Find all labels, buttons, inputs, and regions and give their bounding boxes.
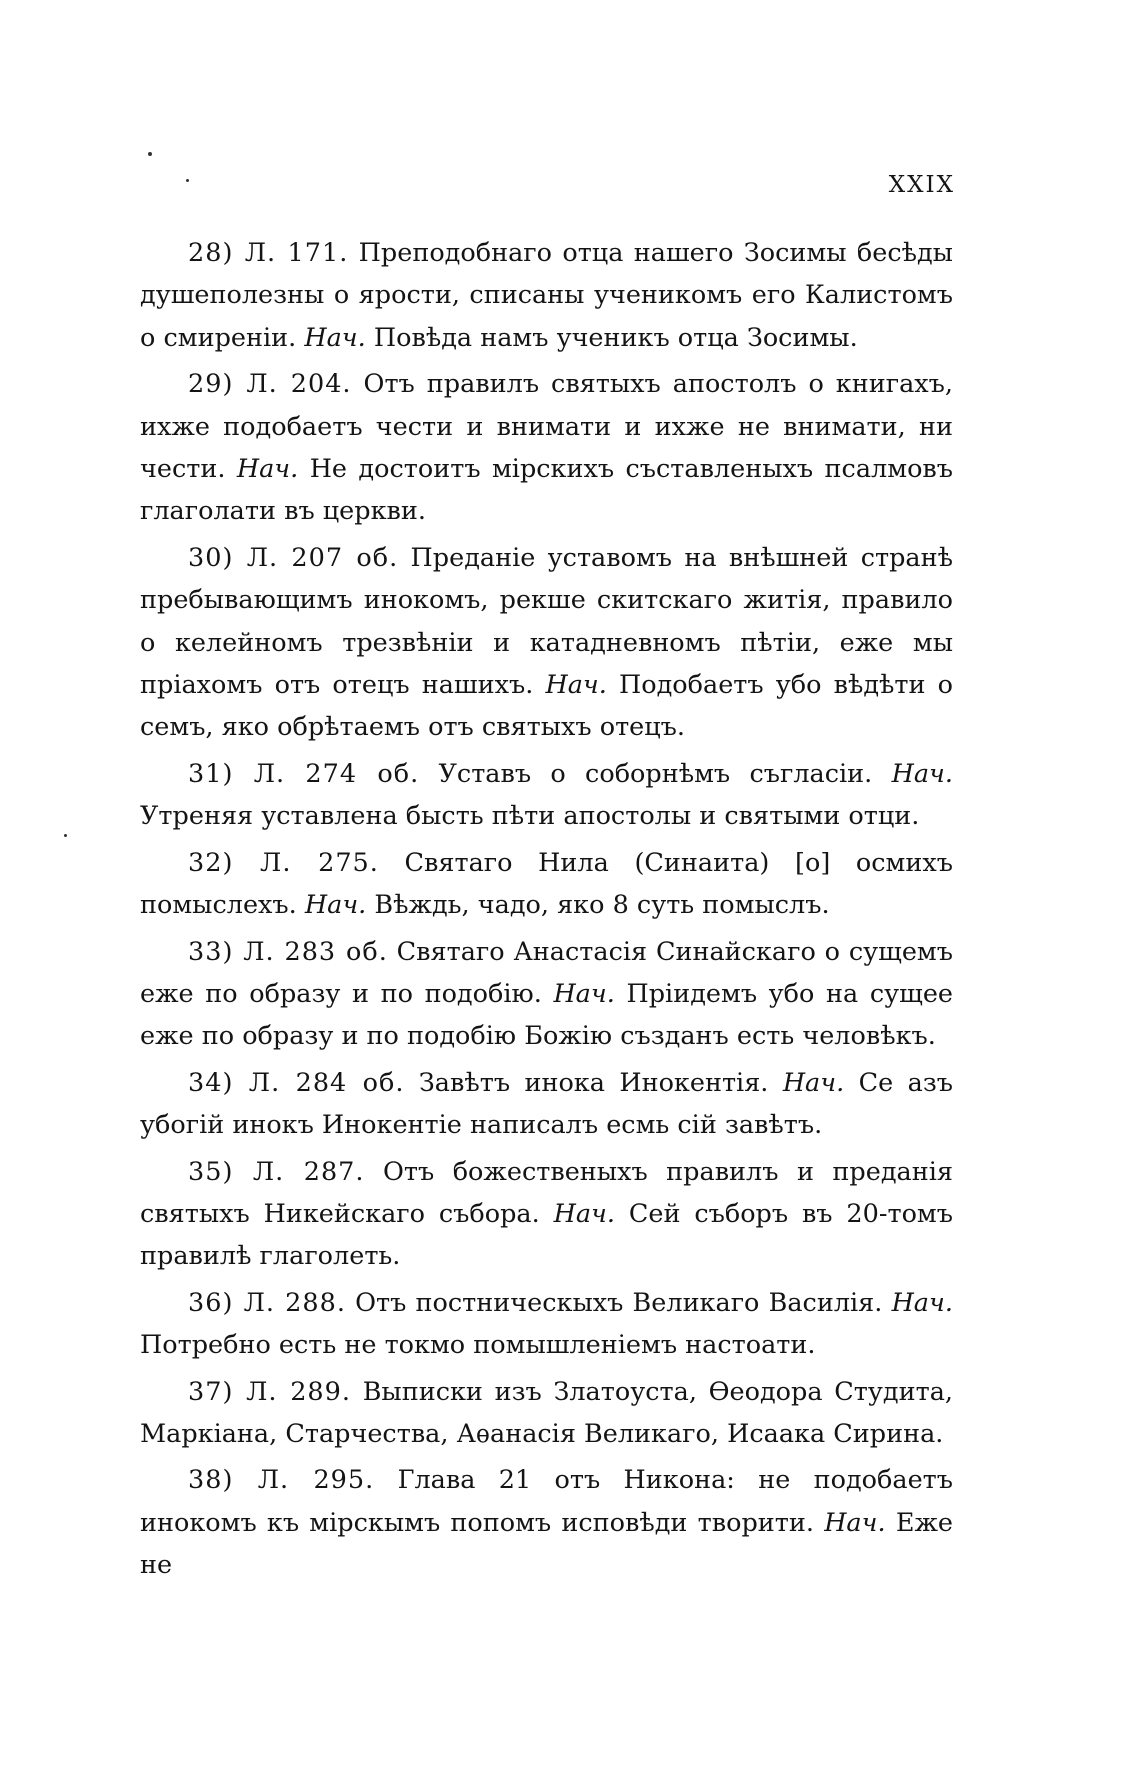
entry-incipit: Не достоитъ мірскихъ съставленыхъ псалмовъ глаголати въ церкви. [140, 454, 954, 527]
entry-folio-reference: 35) Л. 287. [188, 1156, 365, 1187]
incipit-marker: Нач. [824, 1507, 886, 1538]
catalogue-entry-30 [140, 537, 953, 749]
entry-incipit: Утреняя уставлена бысть пѣти апостолы и святыми отци. [140, 801, 920, 832]
catalogue-entry-34 [140, 1062, 953, 1147]
entry-folio-reference: 36) Л. 288. [188, 1287, 346, 1318]
catalogue-entry-29 [140, 363, 953, 533]
entry-description: Отъ постническыхъ Великаго Василія. [345, 1287, 892, 1318]
incipit-marker: Нач. [891, 1287, 953, 1318]
catalogue-entry-33 [140, 931, 953, 1058]
entry-description: Отъ божественыхъ правилъ и преданія святыхъ Никейскаго събора. [140, 1156, 953, 1229]
entry-folio-reference: 33) Л. 283 об. [188, 936, 388, 967]
entry-incipit: Повѣда намъ ученикъ отца Зосимы. [365, 322, 858, 353]
entry-folio-reference: 28) Л. 171. [188, 238, 349, 268]
entry-incipit: Сей съборъ въ 20-томъ правилѣ глаголеть. [140, 1198, 953, 1272]
entry-description: Отъ правилъ святыхъ апостолъ о книгахъ, ихже подобаетъ чести и внимати и ихже не внимати, ни чести. [140, 369, 954, 485]
incipit-marker: Нач. [891, 758, 953, 789]
entry-incipit: Потребно есть не токмо помышленіемъ настоати. [140, 1330, 816, 1361]
entry-description: Глава 21 отъ Никона: не подобаетъ инокомъ къ мірскымъ попомъ исповѣди творити. [140, 1465, 953, 1538]
entry-description: Святаго Нила (Синаита) [о] осмихъ помыслехъ. [140, 847, 953, 921]
entry-description: Завѣтъ инока Инокентія. [404, 1067, 783, 1098]
entry-description: Преданіе уставомъ на внѣшней странѣ пребывающимъ инокомъ, рекше скитскаго житія, правило о келейномъ трезвѣніи и катадневномъ пѣтіи, еже мы пріахомъ отъ отецъ нашихъ. [140, 542, 953, 701]
entry-folio-reference: 29) Л. 204. [188, 369, 352, 400]
entry-folio-reference: 30) Л. 207 об. [188, 542, 399, 573]
catalogue-entries [140, 232, 953, 1591]
catalogue-entry-28 [140, 232, 953, 359]
incipit-marker: Нач. [545, 670, 607, 701]
page-number: XXIX [888, 172, 955, 198]
catalogue-entry-38 [140, 1459, 953, 1586]
print-speck [186, 179, 189, 182]
incipit-marker: Нач. [236, 454, 299, 485]
catalogue-entry-35 [140, 1151, 953, 1278]
entry-incipit: Се азъ убогій инокъ Инокентіе написалъ есмь сій завѣтъ. [140, 1067, 953, 1141]
catalogue-entry-32 [140, 842, 953, 927]
entry-description: Уставъ о соборнѣмъ съгласіи. [419, 758, 892, 789]
entry-folio-reference: 31) Л. 274 об. [188, 758, 420, 789]
incipit-marker: Нач. [553, 978, 615, 1009]
entry-folio-reference: 32) Л. 275. [188, 847, 379, 878]
entry-incipit: Вѣждь, чадо, яко 8 суть помыслъ. [366, 890, 830, 921]
entry-incipit: Пріидемъ убо на сущее еже по образу и по подобію Божію създанъ есть человѣкъ. [140, 978, 953, 1052]
entry-description: Святаго Анастасія Синайскаго о сущемъ еже по образу и по подобію. [140, 936, 953, 1009]
entry-folio-reference: 37) Л. 289. [188, 1376, 351, 1407]
incipit-marker: Нач. [304, 890, 367, 921]
entry-incipit: Подобаетъ убо вѣдѣти о семъ, яко обрѣтаемъ отъ святыхъ отецъ. [140, 670, 953, 743]
catalogue-entry-31 [140, 753, 953, 838]
entry-description: Выписки изъ Златоуста, Ѳеодора Студита, Маркіана, Старчества, Аѳанасія Великаго, Исаака Сирина. [140, 1376, 953, 1449]
print-speck [64, 834, 67, 837]
entry-incipit: Еже не [140, 1507, 953, 1581]
incipit-marker: Нач. [553, 1198, 615, 1229]
print-speck [148, 152, 152, 156]
incipit-marker: Нач. [782, 1067, 845, 1098]
entry-folio-reference: 38) Л. 295. [188, 1465, 375, 1496]
incipit-marker: Нач. [304, 322, 366, 353]
entry-folio-reference: 34) Л. 284 об. [188, 1067, 405, 1098]
catalogue-entry-37 [140, 1371, 953, 1456]
catalogue-entry-36 [140, 1282, 953, 1367]
entry-description: Преподобнаго отца нашего Зосимы бесѣды душеполезны о ярости, списаны ученикомъ его Калистомъ о смиреніи. [140, 238, 953, 353]
